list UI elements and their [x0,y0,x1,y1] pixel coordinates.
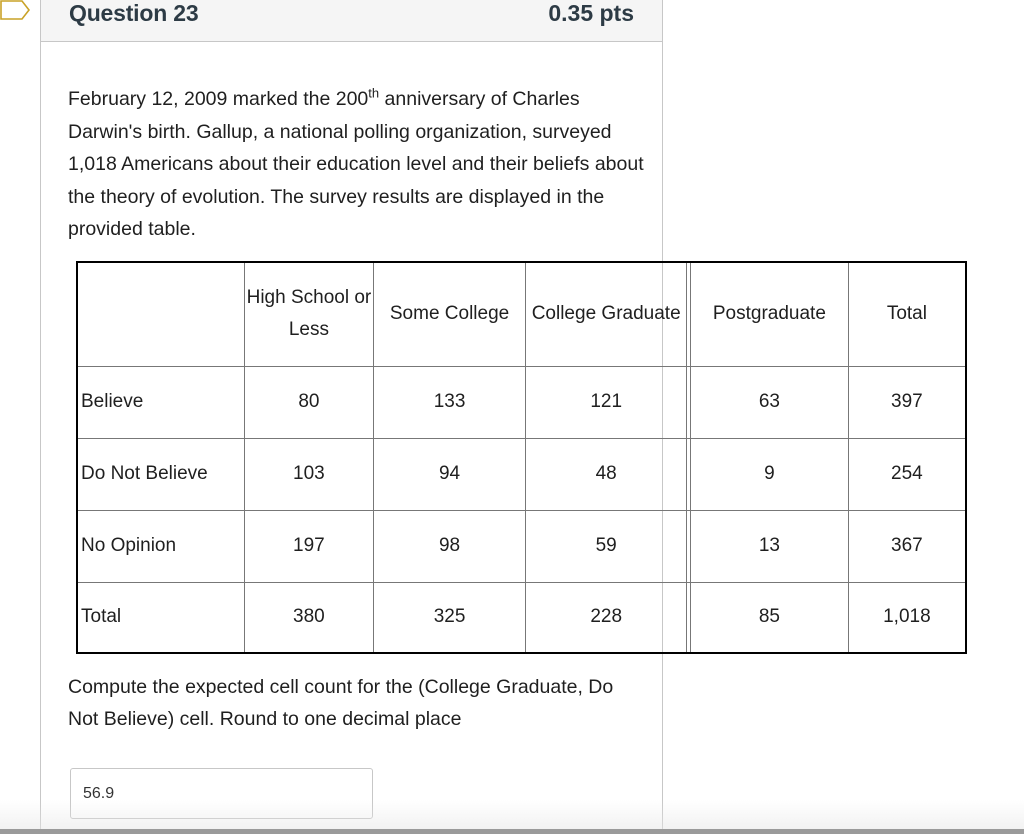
table-header-cell: Some College [373,262,526,366]
table-row [77,510,966,582]
table-cell: 325 [373,582,526,653]
bottom-scroll-bar[interactable] [0,829,1024,834]
table-header-cell: Total [848,262,966,366]
table-cell: 254 [848,438,966,510]
table-row-label: Do Not Believe [77,438,245,510]
question-text-part1: February 12, 2009 marked the 200 [68,88,369,110]
table-cell: 228 [526,582,687,653]
question-text [68,83,648,246]
table-cell: 9 [690,438,848,510]
answer-input[interactable] [70,768,373,819]
table-cell: 48 [526,438,687,510]
table-cell: 59 [526,510,687,582]
question-text-superscript: th [368,85,380,101]
table-cell: 397 [848,366,966,438]
table-row-label: No Opinion [77,510,245,582]
table-row [77,366,966,438]
survey-table [76,261,967,654]
table-header-cell: Postgraduate [690,262,848,366]
question-text-part2: anniversary of Charles Darwin's birth. Gallup, a national polling organization, surveyed 1,018 Americans about their education level and their beliefs about the theory of evolution. The survey results are displayed in the provided table. [68,88,644,240]
table-cell: 103 [245,438,374,510]
table-cell: 98 [373,510,526,582]
bookmark-flag-icon[interactable] [0,0,30,20]
table-header-cell [77,262,245,366]
table-cell: 85 [690,582,848,653]
question-header [41,0,662,42]
table-row [77,438,966,510]
table-cell: 1,018 [848,582,966,653]
table-row [77,582,966,653]
table-cell: 94 [373,438,526,510]
table-cell: 121 [526,366,687,438]
table-cell: 13 [690,510,848,582]
table-header-cell: College Graduate [526,262,687,366]
table-cell: 80 [245,366,374,438]
table-cell: 380 [245,582,374,653]
table-cell: 367 [848,510,966,582]
table-header-cell: High School or Less [245,262,374,366]
table-cell: 133 [373,366,526,438]
table-header-row [77,262,966,366]
table-row-label: Believe [77,366,245,438]
question-prompt: Compute the expected cell count for the (College Graduate, Do Not Believe) cell. Round to one decimal place [68,676,614,730]
question-points: 0.35 pts [548,0,634,26]
table-cell: 197 [245,510,374,582]
question-title: Question 23 [69,0,199,26]
table-cell: 63 [690,366,848,438]
table-row-label: Total [77,582,245,653]
